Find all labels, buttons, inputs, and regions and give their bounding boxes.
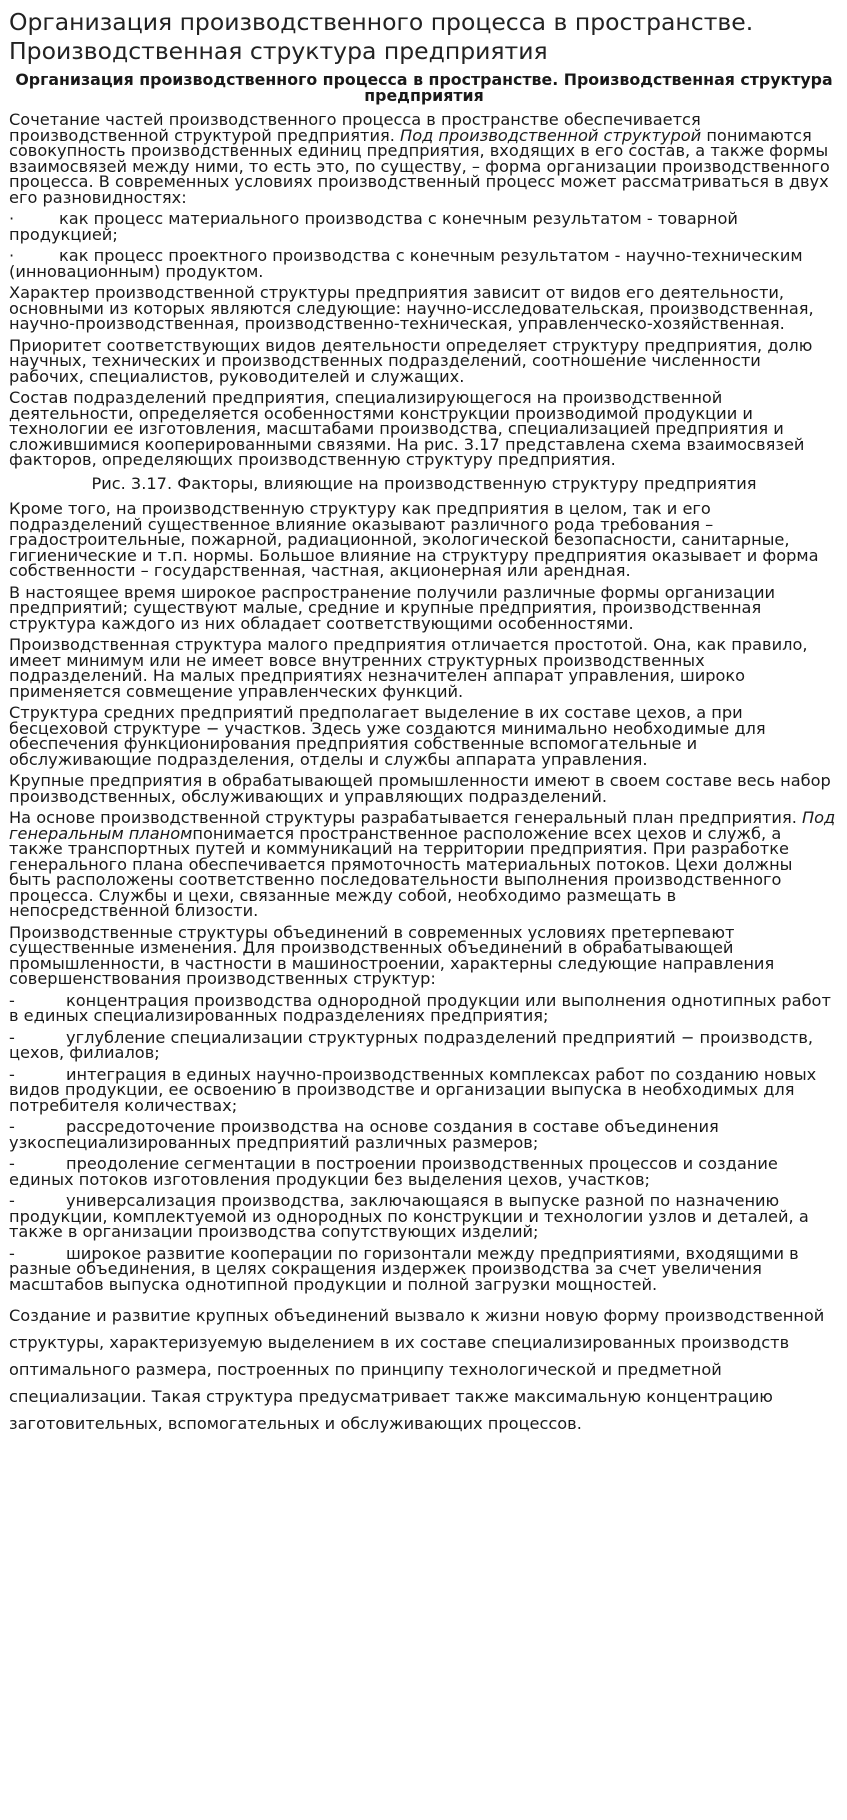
dash-marker: - — [9, 1117, 15, 1136]
paragraph: Производственная структура малого предприятия отличается простотой. Она, как правило, имеет минимум или не имеет вовсе внутренних структурных производственных подразделений. На малых предприятиях незначителен аппарат управления, широко применяется совмещение управленческих функций. — [9, 635, 808, 701]
paragraph-text: Сочетание частей производственного процесса в пространстве обеспечивается производственной структурой предприятия. — [9, 110, 701, 145]
list-item — [9, 1243, 839, 1294]
dash-marker: - — [9, 1243, 15, 1263]
paragraph: Кроме того, на производственную структуру как предприятия в целом, так и его подразделений существенное влияние оказывают различного рода требования – градостроительные, пожарной, радиационной, экологической безопасности, санитарные, гигиенические и т.п. нормы. Большое влияние на структуру предприятия оказывает и форма собственности – государственная, частная, акционерная или арендная. — [9, 499, 819, 580]
list-item — [9, 211, 839, 242]
paragraph-closing: Создание и развитие крупных объединений вызвало к жизни новую форму производственной структуры, характеризуемую выделением в их составе специализированных производств оптимального размера, построенных по принципу технологической и предметной специализации. Такая структура предусматривает также максимальную концентрацию заготовительных, вспомогательных и обслуживающих процессов. — [9, 1306, 825, 1433]
list-item-text: интеграция в единых научно-производственных комплексах работ по созданию новых видов продукции, ее освоению в производстве и организации выпуска в необходимых для потребителя количествах; — [9, 1064, 817, 1115]
list-item-text: как процесс материального производства с конечным результатом - товарной продукцией; — [9, 209, 738, 244]
section-heading: Организация производственного процесса в пространстве. Производственная структура предприятия — [15, 70, 833, 105]
list-item — [9, 1156, 839, 1187]
list-item — [9, 248, 839, 279]
list-item-text: преодоление сегментации в построении производственных процессов и создание единых потоков изготовления продукции без выделения цехов, участков; — [9, 1154, 778, 1189]
list-item — [9, 1027, 839, 1062]
list-item — [9, 1119, 839, 1150]
list-item-text: углубление специализации структурных подразделений предприятий − производств, цехов, филиалов; — [9, 1027, 814, 1062]
term-general-plan: Под генеральным планом — [9, 808, 836, 843]
bullet-marker: · — [9, 246, 15, 265]
paragraph: Характер производственной структуры предприятия зависит от видов его деятельности, основными из которых являются следующие: научно-исследовательская, производственная, научно-производственная, производственно-техническая, управленческо-хозяйственная. — [9, 283, 814, 333]
list-item-text: как процесс проектного производства с конечным результатом - научно-техническим (инновационным) продуктом. — [9, 246, 803, 281]
paragraph-general-plan — [9, 810, 839, 919]
term-production-structure: Под производственной структурой — [400, 125, 702, 145]
paragraph: Приоритет соответствующих видов деятельности определяет структуру предприятия, долю научных, технических и производственных подразделений, соотношение численности рабочих, специалистов, руководителей и служащих. — [9, 335, 813, 386]
paragraph: Состав подразделений предприятия, специализирующегося на производственной деятельности, определяется особенностями конструкции производимой продукции и технологии ее изготовления, масштабами производства, специализацией предприятия и сложившимися кооперированными связями. На рис. 3.17 представлена схема взаимосвязей факторов, определяющих производственную структуру предприятия. — [9, 388, 805, 469]
list-item — [9, 1064, 839, 1115]
list-item-text: концентрация производства однородной продукции или выполнения однотипных работ в единых специализированных подразделениях предприятия; — [9, 990, 831, 1025]
paragraph: Крупные предприятия в обрабатывающей промышленности имеют в своем составе весь набор производственных, обслуживающих и управляющих подразделений. — [9, 771, 831, 806]
list-item-text: широкое развитие кооперации по горизонтали между предприятиями, входящими в разные объединения, в целях сокращения издержек производства за счет увеличения масштабов выпуска однотипной продукции и полной загрузки мощностей. — [9, 1243, 799, 1294]
paragraph: Производственные структуры объединений в современных условиях претерпевают существенные изменения. Для производственных объединений в обрабатывающей промышленности, в частности в машиностроении, характерны следующие направления совершенствования производственных структур: — [9, 922, 775, 988]
dash-marker: - — [9, 990, 15, 1010]
list-item-text: универсализация производства, заключающаяся в выпуске разной по назначению продукции, комплектуемой из однородных по конструкции и технологии узлов и деталей, а также в организации производства сопутствующих изделий; — [9, 1191, 809, 1241]
paragraph-text: понимаются совокупность производственных единиц предприятия, входящих в его состав, а также формы взаимосвязей между ними, то есть это, по существу, – форма организации производственного процесса. В современных условиях производственный процесс может рассматриваться в двух его разновидностях: — [9, 125, 830, 207]
dash-marker: - — [9, 1027, 15, 1047]
dash-marker: - — [9, 1154, 15, 1173]
list-item — [9, 1193, 839, 1240]
paragraph-text: На основе производственной структуры разрабатывается генеральный план предприятия. — [9, 808, 802, 827]
dash-marker: - — [9, 1191, 15, 1210]
bullet-marker: · — [9, 209, 15, 228]
list-item — [9, 990, 839, 1025]
figure-caption: Рис. 3.17. Факторы, влияющие на производственную структуру предприятия — [91, 473, 757, 493]
paragraph-intro — [9, 112, 839, 205]
paragraph-text: понимается пространственное расположение всех цехов и служб, а также транспортных путей и коммуникаций на территории предприятия. При разработке генерального плана обеспечивается прямоточность материальных потоков. Цехи должны быть расположены соответственно последовательности выполнения производственного процесса. Службы и цехи, связанные между собой, необходимо размещать в непосредственной близости. — [9, 823, 793, 920]
paragraph: В настоящее время широкое распространение получили различные формы организации предприятий; существуют малые, средние и крупные предприятия, производственная структура каждого из них обладает соответствующими особенностями. — [9, 582, 775, 633]
page-title: Организация производственного процесса в пространстве. Производственная структура предприятия — [9, 8, 754, 65]
paragraph: Структура средних предприятий предполагает выделение в их составе цехов, а при бесцеховой структуре − участков. Здесь уже создаются минимально необходимые для обеспечения функционирования предприятия собственные вспомогательные и обслуживающие подразделения, отделы и службы аппарата управления. — [9, 703, 766, 769]
dash-marker: - — [9, 1064, 15, 1084]
list-item-text: рассредоточение производства на основе создания в составе объединения узкоспециализированных предприятий различных размеров; — [9, 1117, 719, 1152]
